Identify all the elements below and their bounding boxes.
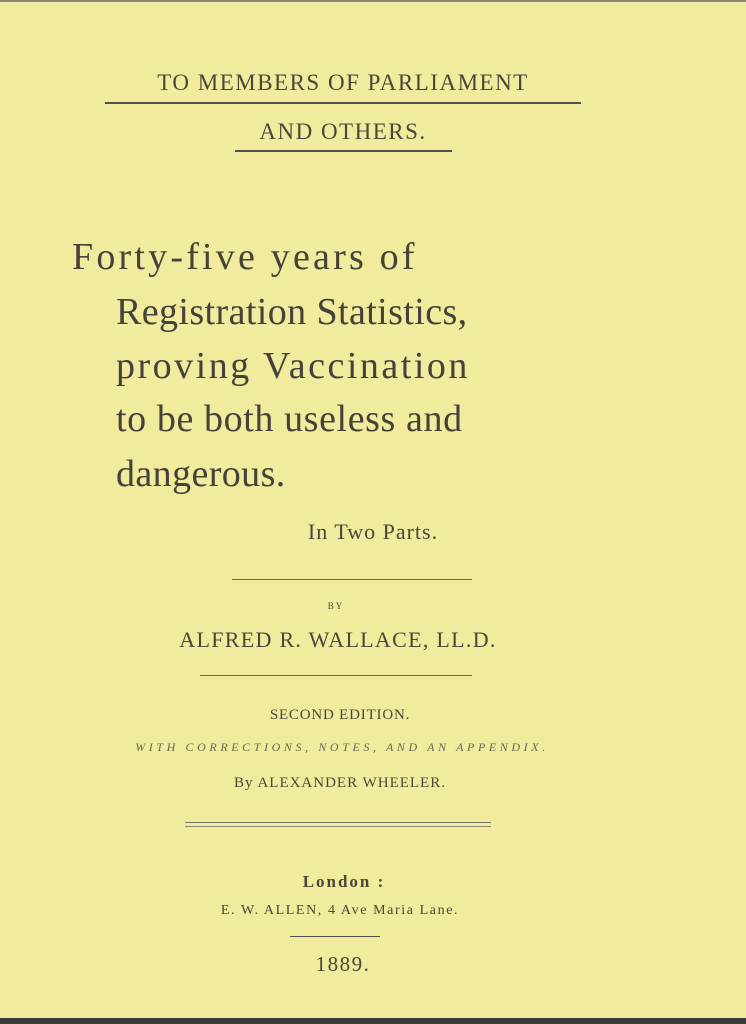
- byline-rule-top: [232, 579, 472, 580]
- byline-rule-bottom: [200, 675, 472, 676]
- by-label: BY: [327, 601, 345, 611]
- dedication-line-1: TO MEMBERS OF PARLIAMENT: [157, 70, 529, 95]
- title-line-1: Forty-five years of: [72, 236, 418, 278]
- author-name: ALFRED R. WALLACE, LL.D.: [179, 627, 497, 652]
- imprint-year: 1889.: [315, 952, 371, 976]
- title-line-4: to be both useless and: [116, 398, 463, 440]
- title-line-5: dangerous.: [116, 453, 286, 495]
- imprint-rule-bottom: [290, 936, 380, 937]
- dedication-line-2: AND OTHERS.: [259, 119, 427, 144]
- imprint-rule-top-2: [185, 826, 491, 827]
- subtitle: In Two Parts.: [307, 519, 439, 544]
- title-line-2: Registration Statistics,: [116, 291, 468, 333]
- scan-edge-top: [0, 0, 746, 2]
- imprint-rule-top: [185, 822, 491, 823]
- edition-note: WITH CORRECTIONS, NOTES, AND AN APPENDIX.: [135, 740, 549, 754]
- dedication-rule-2: [235, 150, 452, 152]
- dedication-rule-1: [105, 102, 581, 104]
- imprint-publisher: E. W. ALLEN, 4 Ave Maria Lane.: [220, 903, 460, 918]
- scan-edge-bottom: [0, 1018, 746, 1024]
- edition-label: SECOND EDITION.: [269, 707, 411, 723]
- editor-credit: By ALEXANDER WHEELER.: [234, 775, 446, 791]
- imprint-city: London :: [302, 872, 386, 891]
- title-line-3: proving Vaccination: [116, 345, 470, 387]
